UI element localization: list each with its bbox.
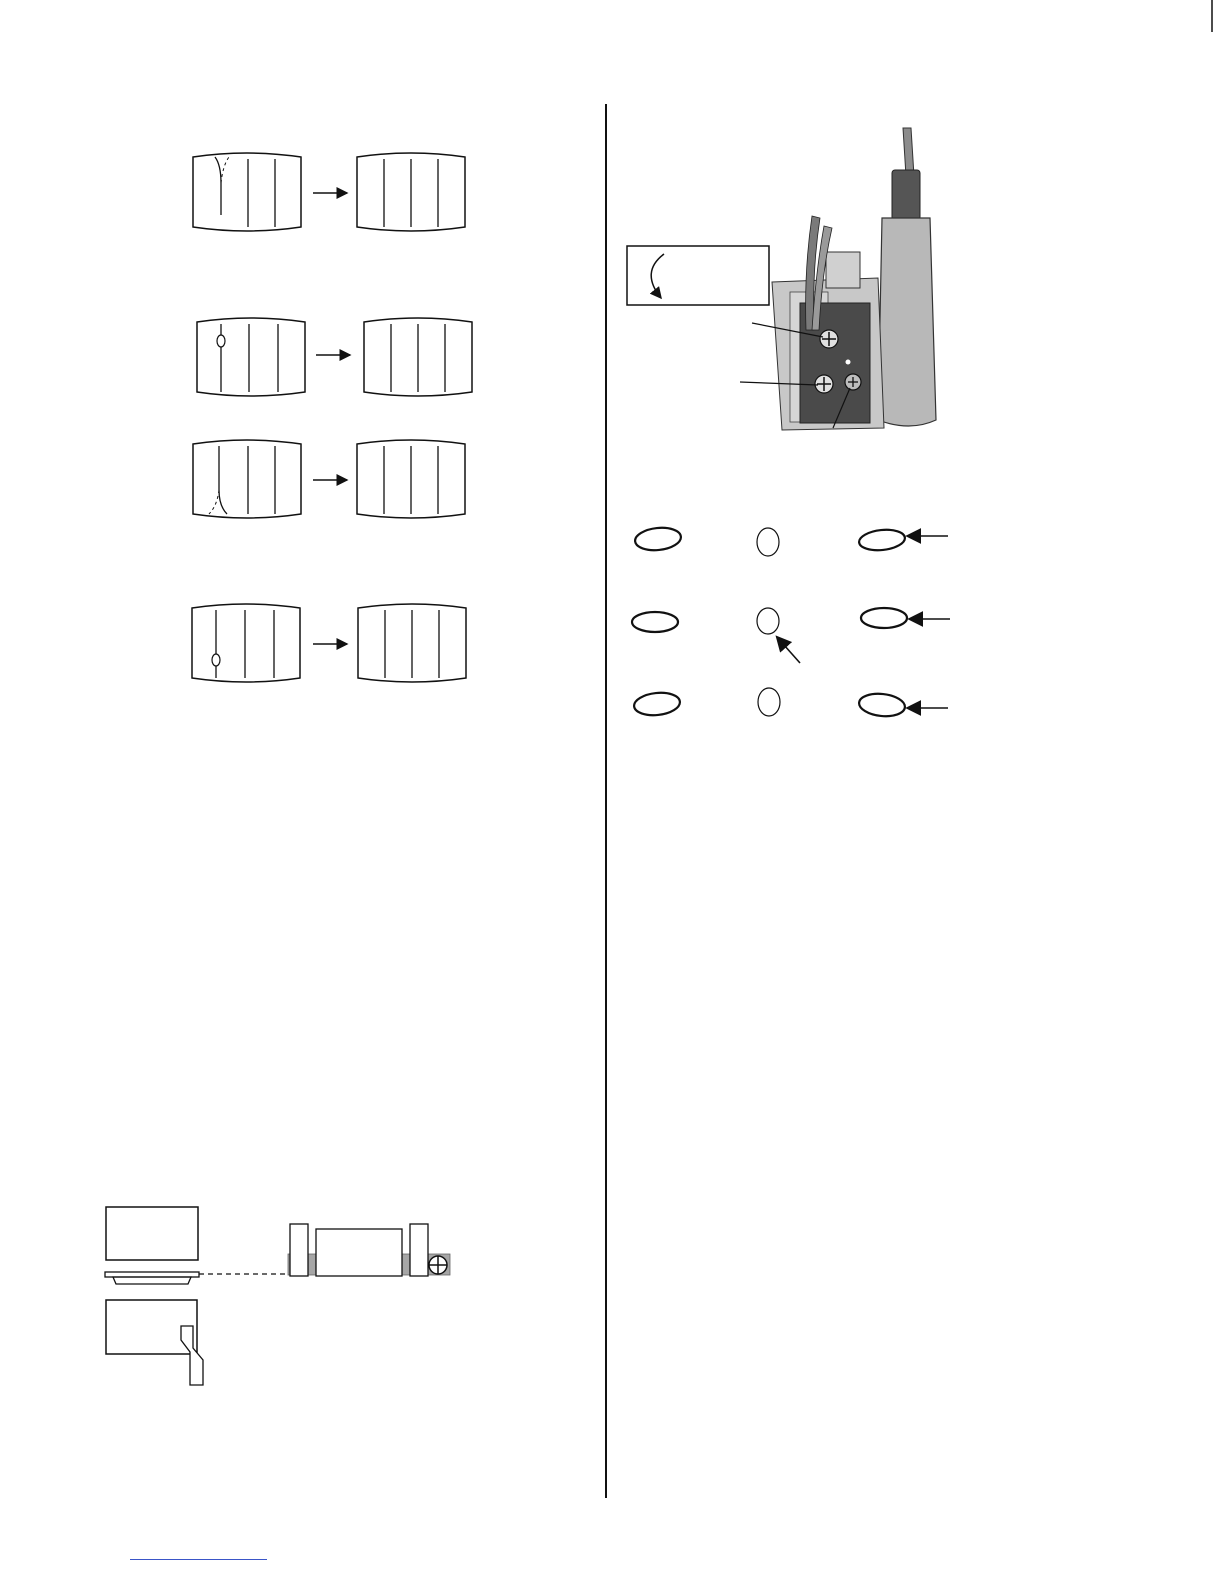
pcb-left-post: [290, 1224, 308, 1276]
ellipse-r3-c3: [858, 692, 906, 719]
label-box: [627, 246, 769, 305]
screen-before: [193, 153, 301, 231]
ellipse-r2-c1: [632, 612, 678, 632]
ellipse-grid: [632, 526, 950, 719]
screen-before: [192, 604, 300, 682]
module-top-part: [826, 252, 860, 288]
tube-cap: [892, 170, 920, 220]
ellipse-r3-c2: [758, 688, 780, 716]
screen-figure-top-bend: [193, 153, 465, 231]
screen-before: [193, 440, 301, 518]
top-block: [106, 1207, 198, 1260]
assembly-figure: [105, 1207, 450, 1385]
screen-after: [364, 318, 472, 396]
screen-before: [197, 318, 305, 396]
screen-figure-bottom-bend: [193, 440, 465, 518]
screen-after: [357, 153, 465, 231]
footer-link[interactable]: [130, 1549, 267, 1560]
cable-top: [903, 128, 914, 176]
screw-plus-icon: [429, 1256, 447, 1274]
ellipse-r2-c3: [861, 608, 907, 628]
ellipse-r2-c2: [757, 608, 779, 634]
plate-base: [113, 1277, 191, 1284]
screen-after: [358, 604, 466, 682]
screw-top: [820, 330, 838, 348]
screen-figure-center-bulge: [197, 318, 472, 396]
screen-figure-lower-bulge: [192, 604, 466, 682]
arrow-diagonal-icon: [784, 645, 800, 663]
ellipse-r1-c3: [858, 528, 906, 553]
ellipse-r3-c1: [633, 691, 681, 718]
pcb-center-block: [316, 1229, 402, 1276]
ellipse-r1-c1: [634, 526, 682, 553]
tube-body: [878, 218, 936, 426]
screen-after: [357, 440, 465, 518]
plate: [105, 1272, 199, 1277]
screw-bottom-right: [845, 374, 861, 390]
indicator-dot: [846, 360, 851, 365]
tab: [181, 1326, 203, 1385]
screw-bottom-left: [815, 375, 833, 393]
ellipse-r1-c2: [757, 528, 779, 556]
pcb-right-post: [410, 1224, 428, 1276]
photo-figure: [627, 128, 936, 430]
